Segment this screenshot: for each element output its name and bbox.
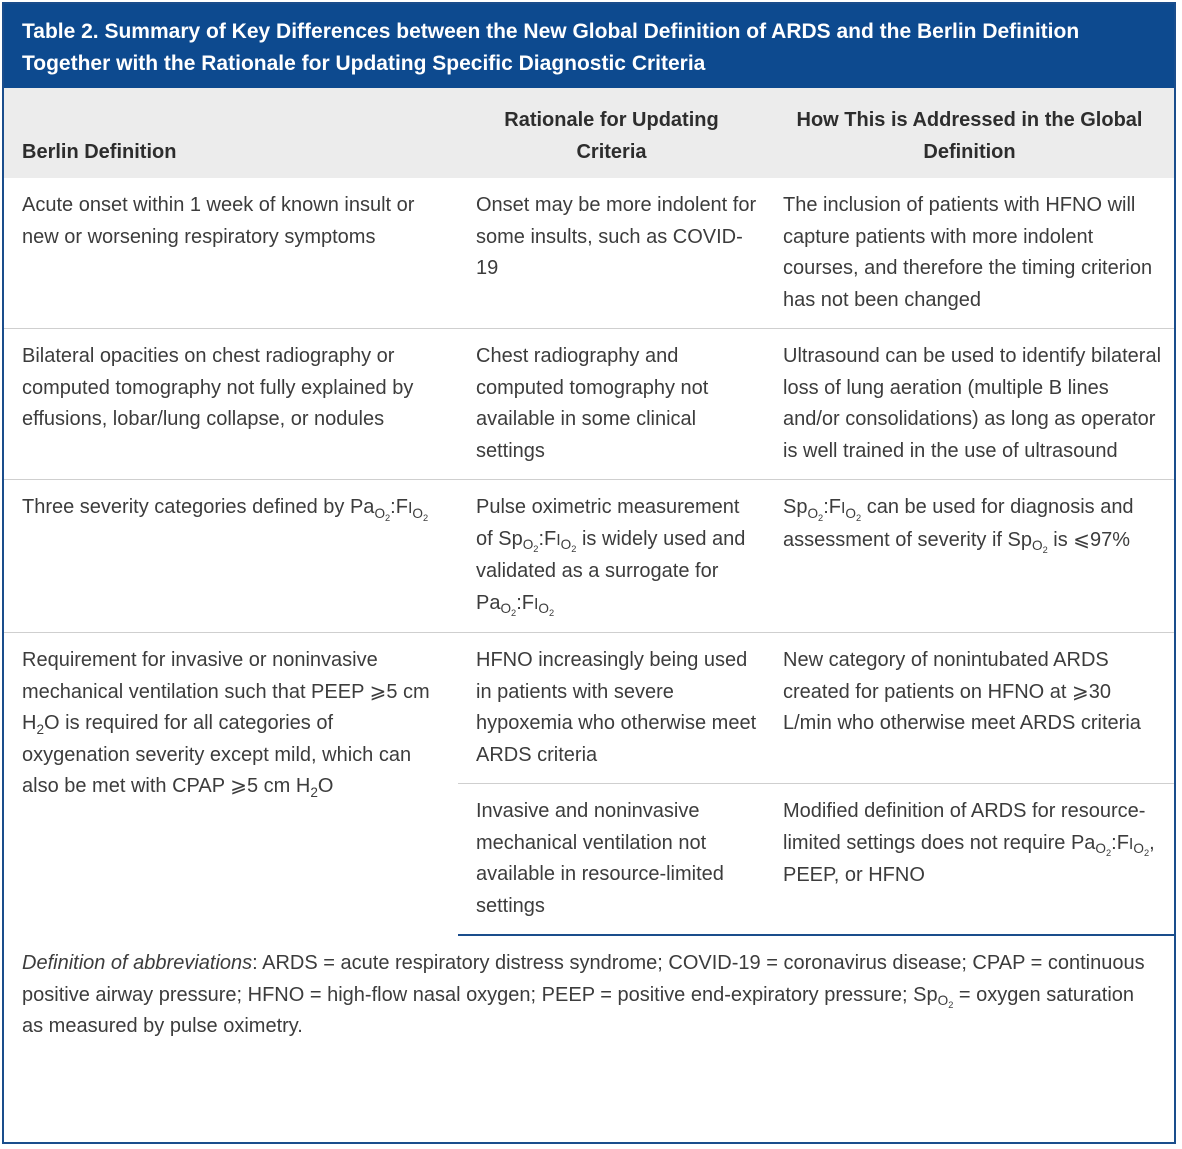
cell-rationale-resource-limited: Invasive and noninvasive mechanical ventilation not available in resource-limited settings [458,784,765,936]
cell-global-resource-limited: Modified definition of ARDS for resource-limited settings does not require $Pa_{O_2}:FI_{O_2}$, PEEP, or HFNO [765,784,1174,936]
header-rationale: Rationale for Updating Criteria [458,88,765,178]
table-row [4,329,1174,480]
table-title-line-1: Table 2. Summary of Key Differences between the New Global Definition of ARDS and the Berlin Definition [22,20,1080,43]
table-row [4,178,1174,329]
cell-berlin-severity [4,480,458,633]
cell-berlin-imaging: Bilateral opacities on chest radiography or computed tomography not fully explained by effusions, lobar/lung collapse, or nodules [4,329,458,480]
cell-berlin-ventilation: Requirement for invasive or noninvasive mechanical ventilation such that PEEP ⩾5 cm $H_2O$ is required for all categories of oxygenation severity except mild, which can also be met with CPAP ⩾5 cm $H_2O$ [22,649,430,800]
text-fragment: Three severity categories defined by [22,496,345,518]
cell-rationale-onset: Onset may be more indolent for some insults, such as COVID-19 [458,178,765,329]
cell-global-onset: The inclusion of patients with HFNO will capture patients with more indolent courses, and therefore the timing criterion has not been changed [765,178,1174,329]
table-footnote [4,936,1174,1055]
cell-global-hfno: New category of nonintubated ARDS created for patients on HFNO at ⩾30 L/min who otherwise meet ARDS criteria [765,633,1174,784]
header-berlin-definition: Berlin Definition [4,88,458,178]
table-frame [2,2,1176,1144]
pao2-fio2-ratio: $Pa_{O_2}:FI_{O_2}$ [349,496,429,523]
footnote-text-end: = oxygen saturation as measured by pulse oximetry. [22,983,1135,1037]
pao2-fio2-ratio: $Pa_{O_2}:FI_{O_2}$ [476,591,555,619]
spo2-fio2-ratio: $Sp_{O_2}:FI_{O_2}$ [498,527,577,555]
cell-rationale-severity: Pulse oximetric measurement of $Sp_{O_2}:FI_{O_2}$ is widely used and validated as a surrogate for $Pa_{O_2}:FI_{O_2}$ [458,480,765,633]
cell-global-severity: $Sp_{O_2}:FI_{O_2}$ can be used for diagnosis and assessment of severity if $Sp_{O_2}$ is ⩽97% [765,480,1174,633]
spo2: $Sp_{O_2}$ [1007,528,1048,556]
table-title [4,4,1174,88]
cell-rationale-imaging: Chest radiography and computed tomography not available in some clinical settings [458,329,765,480]
comparison-table [4,88,1174,936]
footnote-label: Definition of abbreviations [22,952,253,974]
header-row [4,88,1174,178]
pao2-fio2-ratio: $Pa_{O_2}:FI_{O_2}$ [1070,831,1150,859]
table-title-line-2: Together with the Rationale for Updating Specific Diagnostic Criteria [22,52,706,75]
cell-rationale-hfno: HFNO increasingly being used in patients with severe hypoxemia who otherwise meet ARDS criteria [458,633,765,784]
header-global-definition: How This is Addressed in the Global Definition [765,88,1174,178]
spo2-fio2-ratio: $Sp_{O_2}:FI_{O_2}$ [783,496,862,523]
cell-global-imaging: Ultrasound can be used to identify bilateral loss of lung aeration (multiple B lines and/or consolidations) as long as operator is well trained in the use of ultrasound [765,329,1174,480]
footnote-text: : ARDS = acute respiratory distress syndrome; COVID-19 = coronavirus disease; CPAP = continuous positive airway pressure; HFNO = high-flow nasal oxygen; PEEP = positive end-expiratory pressure; [22,952,1145,1006]
table-row [4,480,1174,633]
cell-berlin-onset: Acute onset within 1 week of known insult or new or worsening respiratory symptoms [4,178,458,329]
spo2: $Sp_{O_2}$ [913,983,954,1011]
table-row [4,633,1174,784]
